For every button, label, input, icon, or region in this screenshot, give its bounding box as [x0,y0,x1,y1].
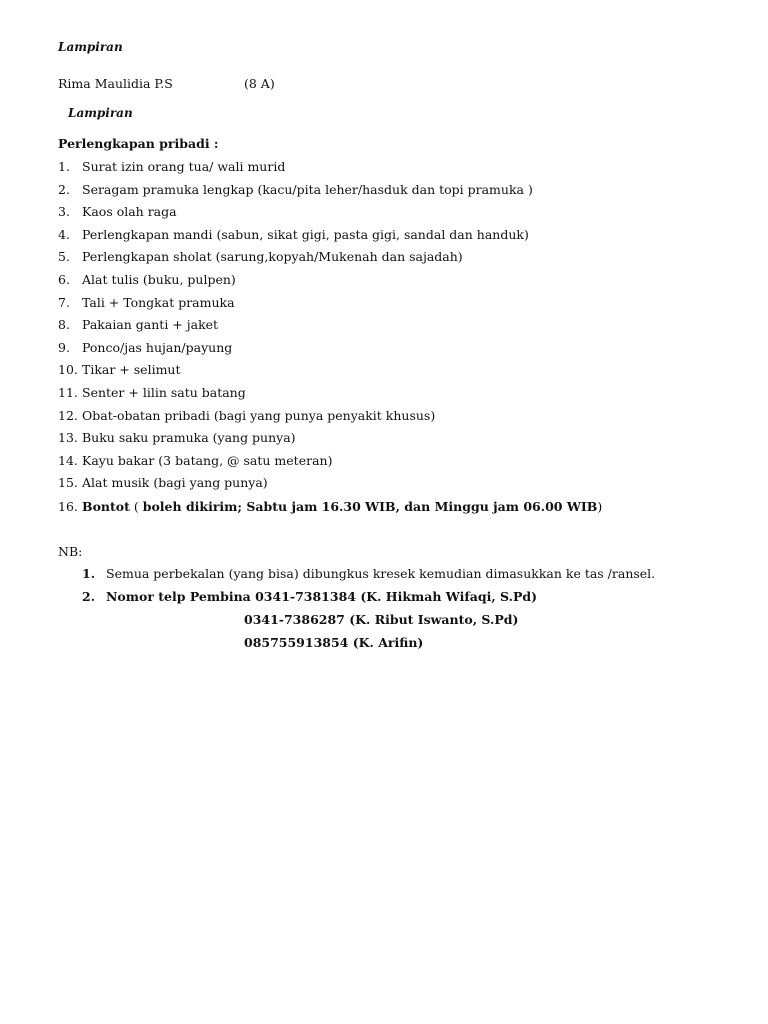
document-subtitle: Lampiran [68,106,133,120]
section-heading: Perlengkapan pribadi : [58,136,219,151]
note-text-phone: Nomor telp Pembina 0341-7381384 (K. Hikmah Wifaqi, S.Pd) [106,589,538,604]
list-item-text: Tali + Tongkat pramuka [82,295,235,310]
list-item-number: 7. [58,295,70,310]
list-item-text: Pakaian ganti + jaket [82,317,219,332]
list-item-text: Kayu bakar (3 batang, @ satu meteran) [82,453,333,468]
list-item-number: 1. [58,159,70,174]
list-item-number: 14. [58,453,78,468]
item-bold-detail: boleh dikirim; Sabtu jam 16.30 WIB, dan Minggu jam 06.00 WIB [142,499,598,514]
list-item-text: Buku saku pramuka (yang punya) [82,430,296,445]
list-item-number: 5. [58,249,70,264]
list-item-number: 10. [58,362,78,377]
list-item-number: 6. [58,272,70,287]
note-number: 2. [82,589,96,604]
document-title: Lampiran [58,40,123,54]
note-phone-line: 0341-7386287 (K. Ribut Iswanto, S.Pd) [244,612,519,627]
note-text: Semua perbekalan (yang bisa) dibungkus kresek kemudian dimasukkan ke tas /ransel. [106,566,656,581]
list-item-text: Alat tulis (buku, pulpen) [82,272,236,287]
list-item-text [82,499,602,514]
item-paren-close: ) [597,499,603,514]
item-paren-open: ( [129,499,143,514]
list-item-text: Kaos olah raga [82,204,177,219]
list-item-number: 4. [58,227,70,242]
notes-label: NB: [58,544,83,559]
list-item-text: Surat izin orang tua/ wali murid [82,159,286,174]
list-item-number: 8. [58,317,70,332]
note-phone-line: 085755913854 (K. Arifin) [244,635,424,650]
list-item-number: 3. [58,204,70,219]
list-item-text: Perlengkapan mandi (sabun, sikat gigi, pasta gigi, sandal dan handuk) [82,227,529,242]
list-item-number: 9. [58,340,70,355]
student-class: (8 A) [244,76,275,91]
list-item-number: 11. [58,385,78,400]
list-item-text: Senter + lilin satu batang [82,385,246,400]
list-item-text: Perlengkapan sholat (sarung,kopyah/Mukenah dan sajadah) [82,249,463,264]
list-item-text: Alat musik (bagi yang punya) [82,475,268,490]
list-item-text: Ponco/jas hujan/payung [82,340,233,355]
list-item-text: Seragam pramuka lengkap (kacu/pita leher/hasduk dan topi pramuka ) [82,182,533,197]
list-item-number: 2. [58,182,70,197]
student-name: Rima Maulidia P.S [58,76,173,91]
list-item-number: 12. [58,408,78,423]
list-item-number: 15. [58,475,78,490]
note-number: 1. [82,566,96,581]
item-bold-label: Bontot [82,499,130,514]
list-item-number: 13. [58,430,78,445]
list-item-text: Obat-obatan pribadi (bagi yang punya penyakit khusus) [82,408,436,423]
list-item-text: Tikar + selimut [82,362,181,377]
list-item-number: 16. [58,499,78,514]
